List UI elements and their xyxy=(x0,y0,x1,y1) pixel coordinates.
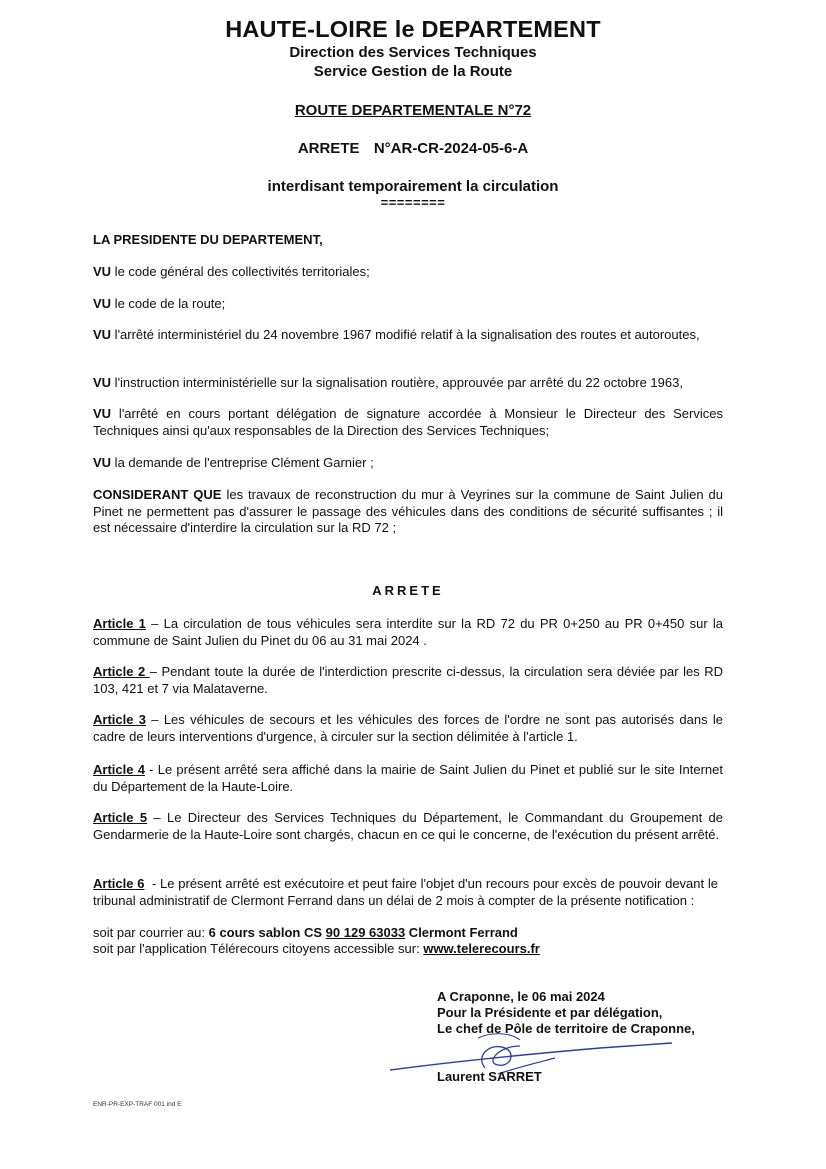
vu-text: le code de la route; xyxy=(111,296,226,311)
signatory-name: Laurent SARRET xyxy=(437,1069,542,1084)
vu-label: VU xyxy=(93,296,112,311)
courrier-prefix: soit par courrier au: xyxy=(93,925,209,940)
vu-text: l'arrêté interministériel du 24 novembre 1967 modifié relatif à la signalisation des routes et autoroutes, xyxy=(111,327,700,342)
vu-paragraph xyxy=(93,375,733,392)
article-text: - Le présent arrêté sera affiché dans la mairie de Saint Julien du Pinet et publié sur le site Internet du Département de la Haute-Loire. xyxy=(93,762,723,794)
address-part1: 6 cours sablon CS xyxy=(208,925,326,940)
arrete-number: ARRETE N°AR-CR-2024-05-6-A xyxy=(297,140,529,157)
vu-paragraph xyxy=(93,296,723,313)
telerecours-link[interactable]: www.telerecours.fr xyxy=(423,941,540,956)
article-text: – Le Directeur des Services Techniques du Département, le Commandant du Groupement de Gendarmerie de la Haute-Loire sont chargés, chacun en ce qui le concerne, de l'exécution du présent arrêté. xyxy=(93,810,723,842)
article-paragraph xyxy=(93,762,723,795)
vu-label: VU xyxy=(93,455,112,470)
article-paragraph xyxy=(93,664,723,697)
vu-label: VU xyxy=(93,264,112,279)
vu-paragraph xyxy=(93,455,723,472)
article-paragraph xyxy=(93,810,723,843)
address-cs: 90 129 63033 xyxy=(325,925,406,940)
article-text: – Les véhicules de secours et les véhicules des forces de l'ordre ne sont pas autorisés dans le cadre de leurs interventions d'urgence, à circuler sur la section délimitée à l'article 1. xyxy=(93,712,723,744)
article-label: Article 6 xyxy=(93,876,145,891)
vu-text: le code général des collectivités territoriales; xyxy=(111,264,370,279)
arrete-subject: interdisant temporairement la circulation xyxy=(267,178,559,195)
vu-paragraph xyxy=(93,264,723,281)
considerant-text: les travaux de reconstruction du mur à Veyrines sur la commune de Saint Julien du Pinet ne permettent pas d'assurer le passage des véhicules dans des conditions de sécurité suffisantes ; il est nécessaire d'interdire la circulation sur la RD 72 ; xyxy=(93,487,724,535)
vu-text: l'instruction interministérielle sur la signalisation routière, approuvée par arrêté du 22 octobre 1963, xyxy=(111,375,683,390)
vu-text: l'arrêté en cours portant délégation de signature accordée à Monsieur le Directeur des Services Techniques ainsi qu'aux responsables de la Direction des Services Techniques; xyxy=(93,406,723,438)
article-label: Article 4 xyxy=(93,762,145,777)
article-paragraph xyxy=(93,712,723,745)
department-title: HAUTE-LOIRE le DEPARTEMENT xyxy=(225,16,601,42)
presidente-heading: LA PRESIDENTE DU DEPARTEMENT, xyxy=(93,232,323,247)
article-paragraph xyxy=(93,876,722,909)
recours-courrier-line xyxy=(93,925,723,942)
service-line: Service Gestion de la Route xyxy=(313,63,513,80)
article-label: Article 5 xyxy=(93,810,148,825)
separator-line: ======== xyxy=(380,195,446,210)
vu-paragraph xyxy=(93,406,723,439)
article-paragraph xyxy=(93,616,723,649)
vu-label: VU xyxy=(93,375,112,390)
vu-label: VU xyxy=(93,406,112,421)
recours-app-line xyxy=(93,941,723,958)
route-title: ROUTE DEPARTEMENTALE N°72 xyxy=(294,102,532,119)
signature-delegation: Pour la Présidente et par délégation, xyxy=(437,1005,663,1020)
article-label: Article 1 xyxy=(93,616,146,631)
direction-line: Direction des Services Techniques xyxy=(289,44,537,61)
app-prefix: soit par l'application Télérecours citoyens accessible sur: xyxy=(93,941,424,956)
form-reference-code: ENR-PR-EXP-TRAF 001 ind E xyxy=(93,1101,182,1108)
address-part2: Clermont Ferrand xyxy=(405,925,518,940)
considerant-label: CONSIDERANT QUE xyxy=(93,487,222,502)
article-text: - Le présent arrêté est exécutoire et peut faire l'objet d'un recours pour excès de pouvoir devant le tribunal administratif de Clermont Ferrand dans un délai de 2 mois à compter de la présente notification : xyxy=(93,876,722,908)
vu-label: VU xyxy=(93,327,112,342)
article-label: Article 3 xyxy=(93,712,146,727)
vu-paragraph xyxy=(93,327,723,344)
arrete-heading: ARRETE xyxy=(372,583,444,598)
article-text: – Pendant toute la durée de l'interdiction prescrite ci-dessus, la circulation sera déviée par les RD 103, 421 et 7 via Malataverne. xyxy=(93,664,723,696)
signature-role: Le chef de Pôle de territoire de Craponne, xyxy=(437,1021,695,1036)
considerant-paragraph xyxy=(93,487,723,537)
signature-place-date: A Craponne, le 06 mai 2024 xyxy=(437,989,605,1004)
article-label: Article 2 xyxy=(93,664,150,679)
article-text: – La circulation de tous véhicules sera interdite sur la RD 72 du PR 0+250 au PR 0+450 sur la commune de Saint Julien du Pinet du 06 au 31 mai 2024 . xyxy=(93,616,723,648)
vu-text: la demande de l'entreprise Clément Garnier ; xyxy=(111,455,374,470)
